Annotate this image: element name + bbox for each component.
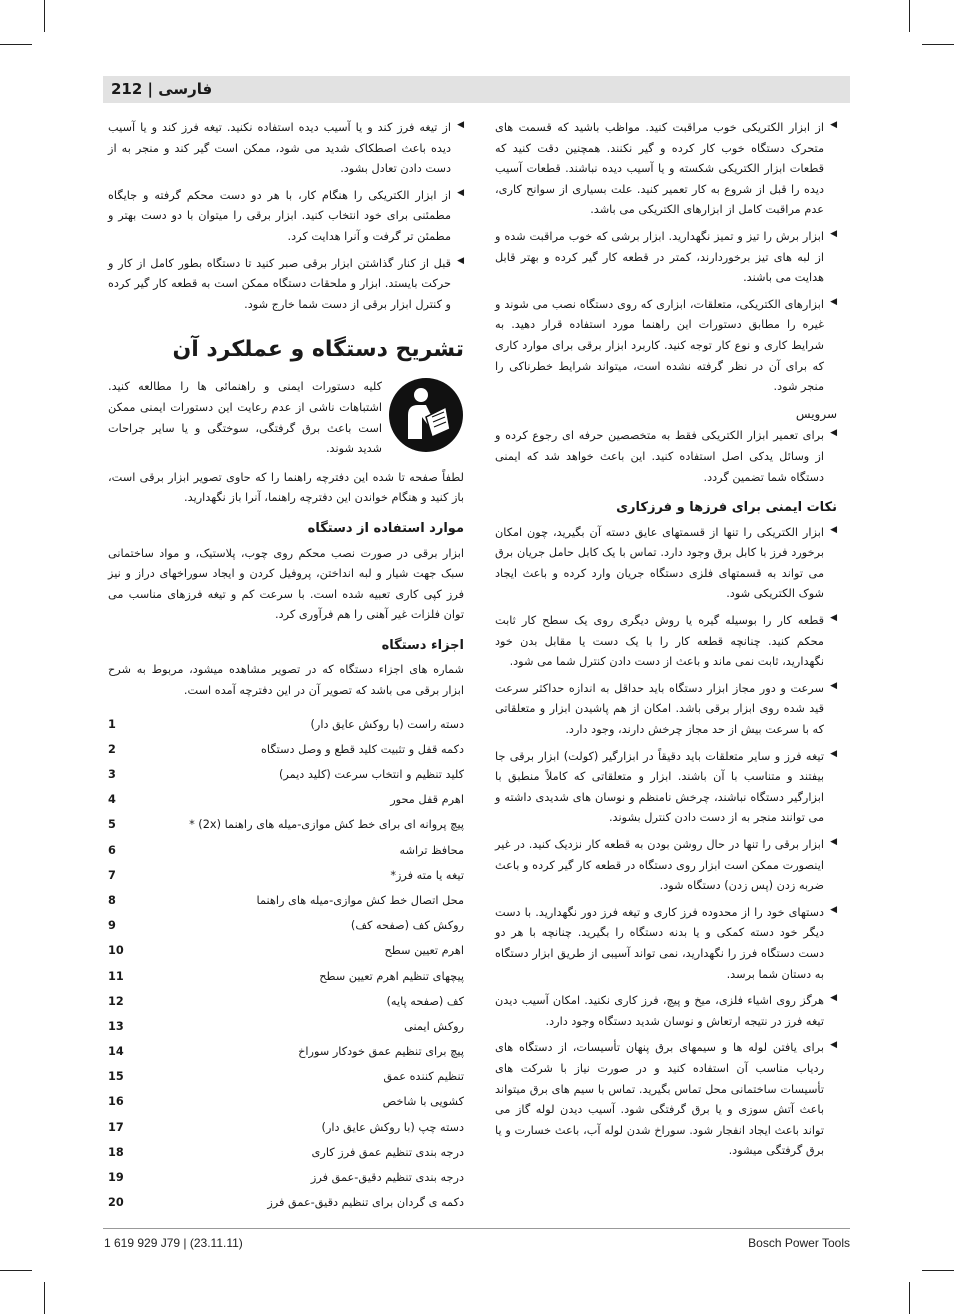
right-column: [495, 118, 837, 1168]
crop-mark: [0, 1270, 32, 1271]
footer-divider: [103, 1228, 850, 1229]
triangle-bullet-icon: ◀: [457, 187, 464, 198]
fold-out-note: لطفاً صفحه تا شده این دفترچه راهنما را که حاوی تصویر ابزار برقی است، باز کنید و هنگام خواندن این دفترچه راهنما، آنرا باز نگهدارید.: [108, 470, 464, 505]
list-item: 4 اهرم قفل محور: [108, 793, 464, 807]
section-title: تشریح دستگاه و عملکرد آن: [172, 337, 464, 363]
list-item: ◀ از ابزار الکتریکی خوب مراقبت کنید. مواظب باشید که قسمت های متحرک دستگاه خوب کار کرده و گیر نکنند. همچنین دقت کنید که قطعات ابزار الکتریکی شکسته و یا آسیب دیده نباشند. قطعات آسیب دیده را قبل از شروع به کار تعمیر کنید. علت بسیاری از سوانح کاری، عدم مراقبت کامل از ابزارهای الکتریکی می باشد.: [495, 120, 837, 217]
list-item: 5 پیچ پروانه ای برای خط کش موازی-میله های راهنما (2x) *: [108, 818, 464, 832]
page-number: 212 | فارسی: [111, 80, 213, 98]
triangle-bullet-icon: ◀: [457, 255, 464, 266]
triangle-bullet-icon: ◀: [830, 296, 837, 307]
list-item: 11 پیچهای تنظیم اهرم تعیین سطح: [108, 969, 464, 983]
list-item: 16 کشویی با شاخص: [108, 1095, 464, 1109]
read-instructions-block: [108, 377, 464, 459]
read-manual-icon: [388, 377, 464, 453]
list-item: 2 دکمه قفل و تثبیت کلید قطع و وصل دستگاه: [108, 742, 464, 756]
intended-use-text: ابزار برقی در صورت نصب محکم روی چوب، پلاستیک، و مواد ساختمانی سبک جهت شیار و لبه انداختن، پروفیل کردن و ایجاد سوراخهای دراز و نیز فرز کپی کاری تعبیه شده است. با سرعت کم و تیغه فرزهای مناسب می توان فلزات غیر آهنی را هم فرآوری کرد.: [108, 546, 464, 622]
list-item: 12 کف (صفحه پایه): [108, 994, 464, 1008]
list-item: 14 پیچ برای تنظیم عمق خودکار سوراخ: [108, 1045, 464, 1059]
list-item: 9 روکش کف (صفحه کف): [108, 919, 464, 933]
list-item: ◀ ابزار برش را تیز و تمیز نگهدارید. ابزار برشی که خوب مراقبت شده و از لبه های تیز برخوردارند، کمتر در قطعه کار گیر کرده و بهتر قابل هدایت می باشند.: [495, 228, 837, 285]
service-heading: سرویس: [795, 406, 837, 421]
list-item: ◀ قبل از کنار گذاشتن ابزار برقی صبر کنید تا دستگاه بطور کامل از کار و حرکت بایستد. ابزار و ملحقات دستگاه ممکن است به قطعه کار گیر کرده و کنترل ابزار برقی از دست شما خارج شود.: [108, 255, 464, 311]
components-list: [108, 712, 464, 1216]
triangle-bullet-icon: ◀: [830, 428, 837, 439]
doc-number: 1 619 929 J79 | (23.11.11): [104, 1236, 243, 1250]
list-item: 1 دسته راست (با روکش عایق دار): [108, 717, 464, 731]
crop-mark: [922, 44, 954, 45]
list-item: 15 تنظیم کننده عمق: [108, 1070, 464, 1084]
list-item: 18 درجه بندی تنظیم عمق فرز کاری: [108, 1145, 464, 1159]
crop-mark: [909, 1282, 910, 1314]
list-item: ◀ از تیغه فرز کند و یا آسیب دیده استفاده نکنید. تیغه فرز کند و یا آسیب دیده باعث اصطکاک شدید می شود، ممکن است گیر کند و منجر به از دست دادن تعادل بشود.: [108, 120, 464, 176]
triangle-bullet-icon: ◀: [830, 680, 837, 691]
list-item: ◀ از ابزار الکتریکی را هنگام کار، با هر دو دست محکم گرفته و جایگاه مطمئنی برای خود انتخاب کنید. ابزار برقی را میتوان با دو دست بهتر و مطمئن تر گرفت و آنرا هدایت کرد.: [108, 187, 464, 243]
crop-mark: [44, 0, 45, 32]
components-intro: شماره های اجزاء دستگاه که در تصویر مشاهده میشود، مربوط به شرح ابزار برقی می باشد که تصویر آن در این دفترچه آمده است.: [108, 663, 464, 698]
list-item: ◀ ابزار برقی را تنها در حال روشن بودن به قطعه کار نزدیک کنید. در غیر اینصورت ممکن است ابزار روی دستگاه در قطعه کار گیر کرده و باعث ضربه زدن (پس زدن) دستگاه شود.: [495, 837, 837, 893]
components-heading: اجزاء دستگاه: [381, 637, 464, 653]
read-all-warning: کلیه دستورات ایمنی و راهنمائی ها را مطالعه کنید. اشتباهات ناشی از عدم رعایت این دستورات ایمنی ممکن است باعث برق گرفتگی، سوختگی و یا سایر جراحات شدید شوند.: [108, 380, 382, 456]
triangle-bullet-icon: ◀: [830, 993, 837, 1004]
brand-name: Bosch Power Tools: [748, 1236, 850, 1250]
list-item: ◀ ابزار الکتریکی را تنها از قسمتهای عایق دسته آن بگیرید، چون امکان برخورد فرز با کابل برق وجود دارد. تماس با یک کابل حامل جریان برق می تواند به قسمتهای فلزی دستگاه جریان وارد کرده و باعث ایجاد شوک الکتریکی شود.: [495, 524, 837, 601]
list-item: ◀ دستهای خود را از محدوده فرز کاری و تیغه فرز دور نگهدارید. با دست دیگر خود دسته کمکی و یا بدنه دستگاه را بگیرید. چنانچه با هر دو دست دستگاه فرز را نگهدارید، نمی تواند آسیبی از طریق ابزار دستگاه به دستان شما برسد.: [495, 904, 837, 981]
page-header: [103, 76, 850, 103]
intended-use-heading: موارد استفاده از دستگاه: [307, 520, 464, 536]
list-item: 17 دسته چپ (با روکش عایق دار): [108, 1120, 464, 1134]
triangle-bullet-icon: ◀: [830, 120, 837, 130]
list-item: 7 تیغه یا مته فرز*: [108, 868, 464, 882]
safety-heading: نکات ایمنی برای فرزها و فرزکاری: [616, 500, 837, 516]
crop-mark: [909, 0, 910, 32]
list-item: ◀ برای تعمیر ابزار الکتریکی فقط به متخصصین حرفه ای رجوع کرده و از وسائل یدکی اصل استفاده کنید. این باعث خواهد شد که ایمنی دستگاه شما تضمین گردد.: [495, 428, 837, 484]
list-item: 10 اهرم تعیین سطح: [108, 944, 464, 958]
triangle-bullet-icon: ◀: [830, 748, 837, 759]
list-item: ◀ ابزارهای الکتریکی، متعلقات، ابزاری که روی دستگاه نصب می شوند و غیره را مطابق دستورات این راهنما مورد استفاده قرار دهید. به شرایط کاری و نوع کار توجه کنید. کاربرد ابزار برقی برای موارد کاری که برای آن در نظر گرفته نشده است، میتواند شرایط خطرناکی را منجر شود.: [495, 296, 837, 394]
triangle-bullet-icon: ◀: [830, 837, 837, 847]
list-item: 8 محل اتصال خط کش موازی-میله های راهنما: [108, 893, 464, 907]
crop-mark: [0, 44, 32, 45]
left-column: [108, 118, 464, 1215]
list-item: 19 درجه بندی تنظیم دقیق-عمق فرز: [108, 1171, 464, 1185]
triangle-bullet-icon: ◀: [830, 1040, 837, 1051]
list-item: ◀ برای یافتن لوله ها و سیمهای برق پنهان تأسیسات، از دستگاه های ردیاب مناسب آن استفاده کنید و در صورت نیاز با شرکت های تأسیسات ساختمانی محل تماس بگیرید. تماس با سیم های برق میتواند باعث آتش سوزی و یا برق گرفتگی شود. آسیب دیدن لوله گاز می تواند باعث ایجاد انفجار شود. سوراخ شدن لوله آب، باعث خسارت و یا برق گرفتگی میشود.: [495, 1040, 837, 1158]
list-item: 13 روکش ایمنی: [108, 1019, 464, 1033]
list-item: ◀ سرعت و دور مجاز ابزار دستگاه باید حداقل به اندازه حداکثر سرعت قید شده روی ابزار برقی باشد. امکان از هم پاشیدن ابزار و متعلقاتی که با سرعت بیش از حد مجاز چرخش دارند، وجود دارد.: [495, 680, 837, 737]
list-item: ◀ تیغه فرز و سایر متعلقات باید دقیقاً در ابزارگیر (کولت) ابزار برقی جا بیفتند و متناسب با آن باشند. ابزار و متعلقاتی که کاملاً منطبق با ابزارگیر دستگاه نباشند، چرخش نامنظم و نوسان های شدیدی داشته و می توانند منجر به از دست دادن کنترل بشوند.: [495, 748, 837, 825]
crop-mark: [44, 1282, 45, 1314]
list-item: 6 محافظ تراشه: [108, 843, 464, 857]
list-item: 3 کلید تنظیم و انتخاب سرعت (کلید دیمر): [108, 768, 464, 782]
list-item: ◀ هرگز روی اشیاء فلزی، میخ و پیچ، فرز کاری نکنید. امکان آسیب دیدن تیغه فرز در نتیجه ارتعاش و نوسان شدید دستگاه وجود دارد.: [495, 993, 837, 1028]
triangle-bullet-icon: ◀: [830, 524, 837, 535]
triangle-bullet-icon: ◀: [457, 120, 464, 130]
crop-mark: [922, 1270, 954, 1271]
triangle-bullet-icon: ◀: [830, 228, 837, 239]
list-item: 20 دکمه ی گردان برای تنظیم دقیق-عمق فرز: [108, 1196, 464, 1210]
triangle-bullet-icon: ◀: [830, 613, 837, 624]
triangle-bullet-icon: ◀: [830, 904, 837, 915]
list-item: ◀ قطعه کار را بوسیله گیره یا روش دیگری روی یک سطح کار ثابت محکم کنید. چنانچه قطعه کار را با یک دست یا مقابل بدن خود نگهدارید، ثابت نمی ماند و باعث از دست دادن کنترل شما می شود.: [495, 613, 837, 669]
